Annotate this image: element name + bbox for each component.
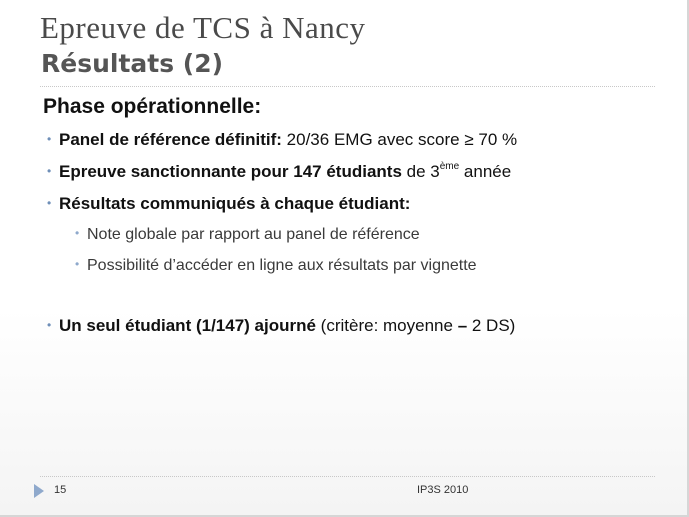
- slide-title: Epreuve de TCS à Nancy: [40, 10, 366, 45]
- bullet-epreuve-sanctionnante: [47, 162, 511, 182]
- footer-divider: [40, 476, 655, 477]
- bullet-text: (critère: moyenne: [315, 316, 458, 335]
- bullet-text: de 3: [401, 162, 440, 181]
- bullet-text: 20/36 EMG avec score ≥ 70 %: [281, 130, 518, 149]
- sub-bullet-text: Note globale par rapport au panel de référence: [87, 226, 420, 243]
- bullet-bold-text: Un seul étudiant (1/147) ajourné: [59, 316, 316, 335]
- bullet-bold-dash: –: [457, 316, 468, 335]
- bullet-panel-reference: [47, 130, 517, 150]
- bullet-bold-text: Epreuve sanctionnante pour 147 étudiants: [59, 162, 402, 181]
- bullet-dot-icon: •: [47, 318, 52, 332]
- sub-bullet-dot-icon: •: [75, 257, 80, 271]
- sub-bullet-acces-en-ligne: [75, 257, 477, 275]
- page-number: 15: [54, 484, 67, 496]
- slide-subtitle-title: Résultats (2): [41, 49, 224, 78]
- bullet-text: 2 DS): [467, 316, 516, 335]
- bullet-bold-text: Résultats communiqués à chaque étudiant:: [59, 194, 411, 213]
- play-arrow-icon: [34, 484, 44, 498]
- bullet-dot-icon: •: [47, 164, 52, 178]
- bullet-dot-icon: •: [47, 132, 52, 146]
- sub-bullet-text: Possibilité d’accéder en ligne aux résultats par vignette: [87, 257, 477, 274]
- sub-bullet-note-globale: [75, 226, 420, 244]
- bullet-text: année: [459, 162, 512, 181]
- bullet-bold-text: Panel de référence définitif:: [59, 130, 282, 149]
- section-heading: Phase opérationnelle:: [43, 95, 262, 118]
- bullet-etudiant-ajourne: [47, 316, 515, 336]
- footer-label: IP3S 2010: [417, 484, 469, 496]
- sub-bullet-dot-icon: •: [75, 226, 80, 240]
- bullet-resultats-communiques: [47, 194, 410, 214]
- title-divider: [40, 86, 655, 87]
- bullet-dot-icon: •: [47, 196, 52, 210]
- superscript: ème: [439, 161, 460, 172]
